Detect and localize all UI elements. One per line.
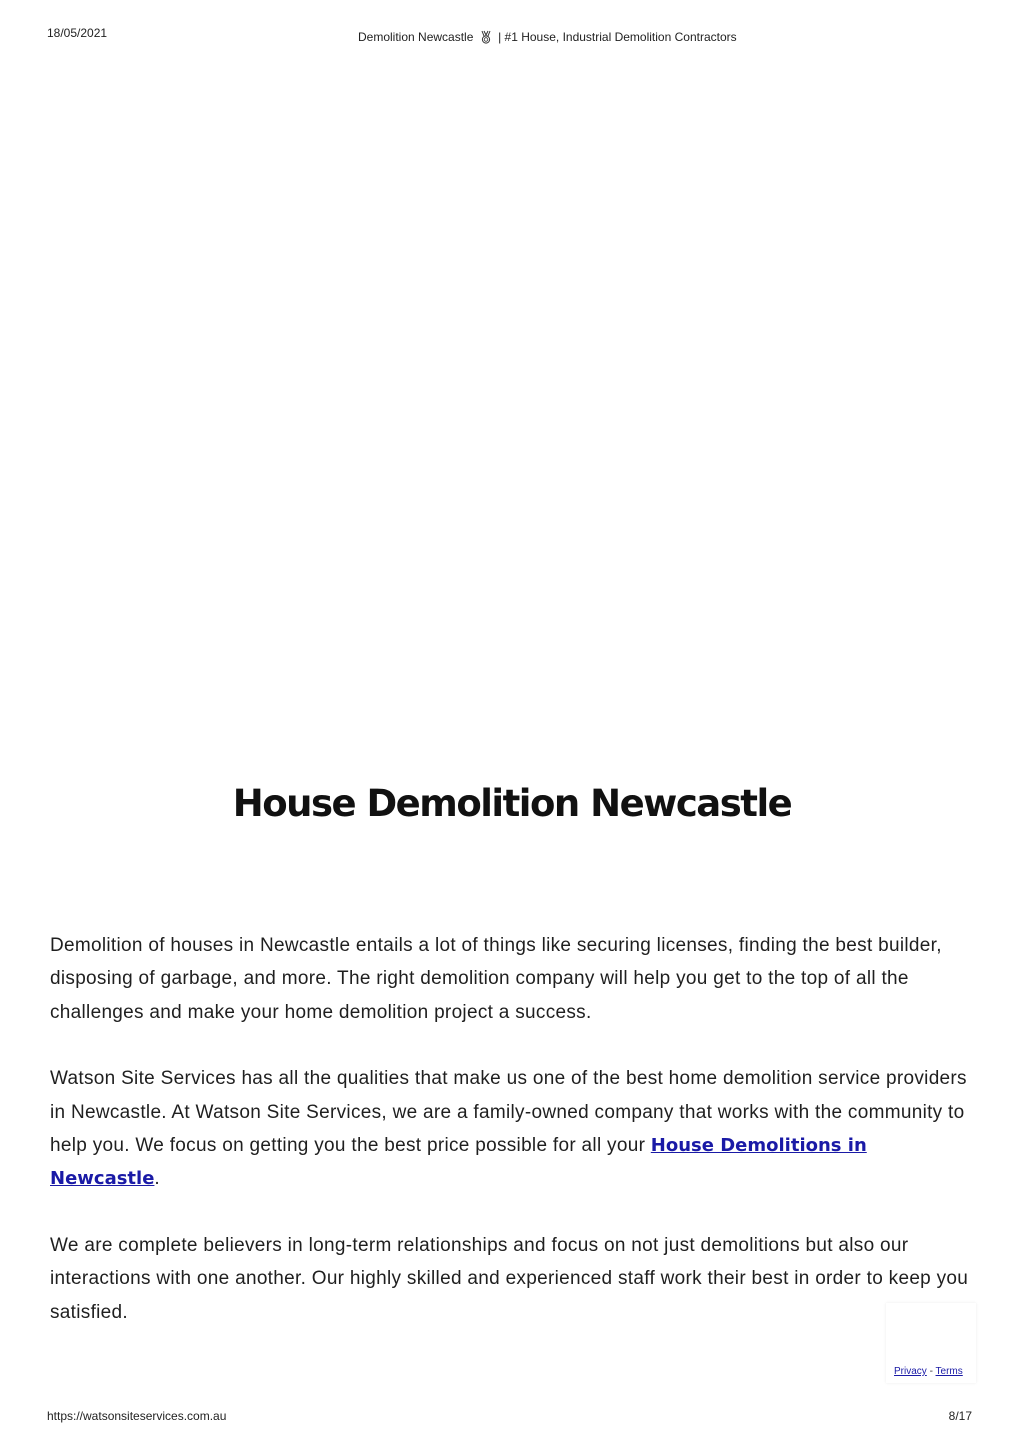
print-title-text: Demolition Newcastle (358, 30, 474, 44)
separator: - (929, 1366, 933, 1377)
link-suffix: . (154, 1168, 161, 1190)
privacy-link[interactable]: Privacy (894, 1366, 927, 1377)
print-title (358, 30, 737, 44)
paragraph: We are complete believers in long-term relationships and focus on not just demolitions but also our interactions with one another. Our highly skilled and experienced staff work their best in order to keep you satisfied. (50, 1234, 969, 1323)
page-title: House Demolition Newcastle (232, 782, 792, 825)
medal-icon (479, 30, 493, 44)
recaptcha-links (894, 1366, 963, 1377)
print-date: 18/05/2021 (47, 26, 108, 40)
paragraph: Demolition of houses in Newcastle entails a lot of things like securing licenses, finding the best builder, disposing of garbage, and more. The right demolition company will help you get to the top of all the challenges and make your home demolition project a success. (50, 935, 942, 1023)
print-title-suffix: | #1 House, Industrial Demolition Contractors (498, 30, 737, 44)
paragraph (50, 1062, 980, 1196)
house-demolitions-link[interactable]: House Demolitions in Newcastle (50, 1135, 867, 1190)
terms-link[interactable]: Terms (935, 1366, 963, 1377)
paragraph-text: Watson Site Services has all the qualities that make us one of the best home demolition service providers in Newcastle. At Watson Site Services, we are a family-owned company that works with the community to help you. We focus on getting you the best price possible for all your (50, 1068, 967, 1157)
print-url: https://watsonsiteservices.com.au (47, 1409, 227, 1423)
print-footer (0, 1409, 1024, 1429)
print-header (0, 26, 1024, 46)
page-number: 8/17 (948, 1409, 972, 1423)
blank-image-area (0, 60, 1024, 760)
article-body (50, 929, 980, 1362)
